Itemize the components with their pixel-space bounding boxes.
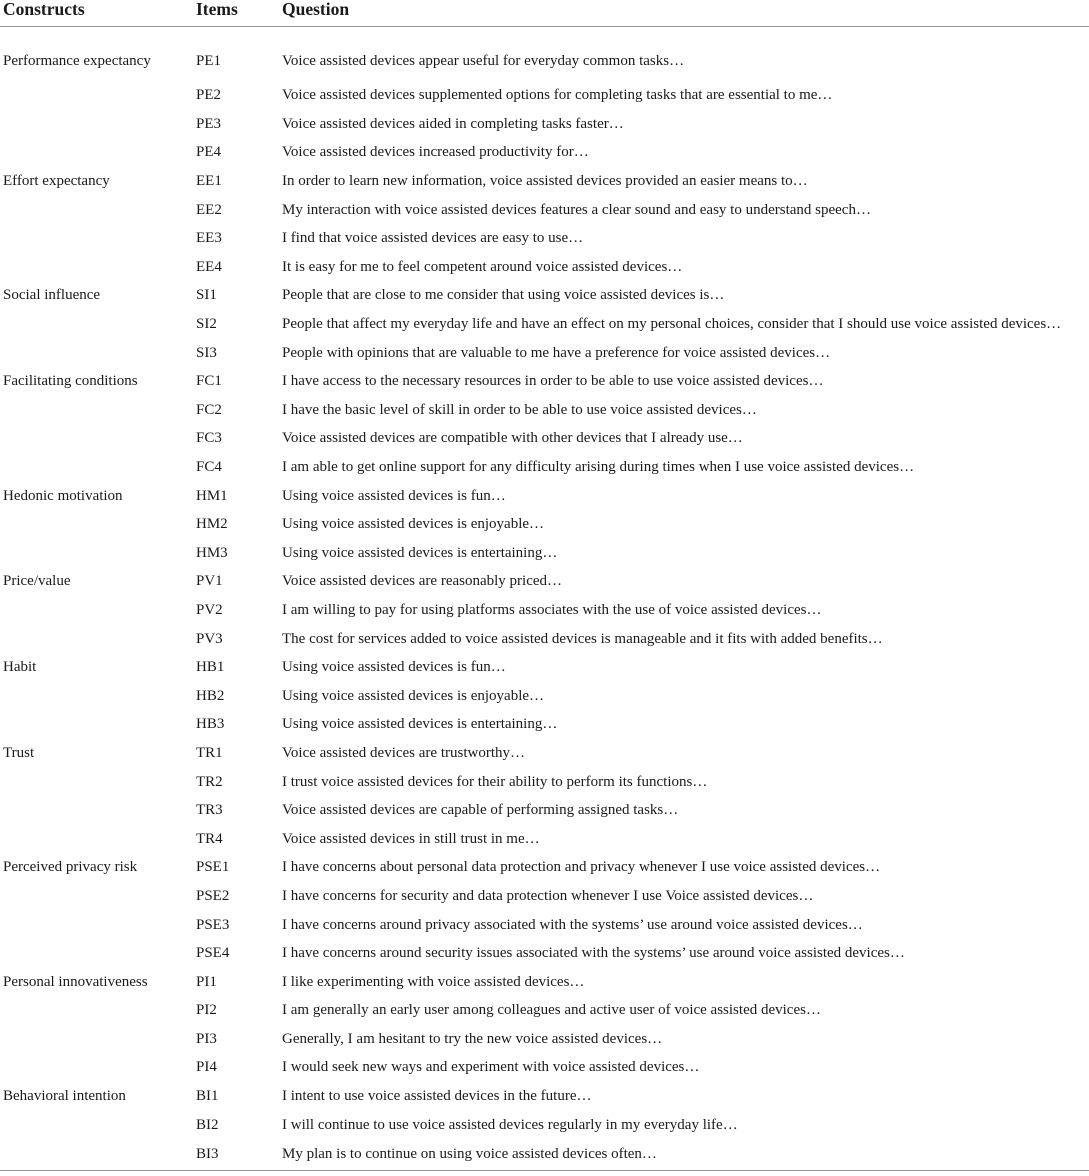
construct-cell [0, 453, 193, 482]
question-cell: People that are close to me consider that using voice assisted devices is… [282, 287, 725, 304]
question-cell: Voice assisted devices are compatible with other devices that I already use… [282, 430, 743, 447]
question-cell: I am generally an early user among colleagues and active user of voice assisted devices… [282, 1002, 821, 1019]
question-cell: Generally, I am hesitant to try the new voice assisted devices… [282, 1030, 663, 1047]
table-row [0, 253, 1089, 282]
table-row [0, 539, 1089, 568]
construct-cell [0, 681, 193, 710]
table-row [0, 596, 1089, 625]
table-row [0, 195, 1089, 224]
item-cell: FC3 [196, 430, 222, 447]
table-row [0, 138, 1089, 167]
item-cell: HM3 [196, 544, 228, 561]
question-cell: Voice assisted devices increased productivity for… [282, 144, 589, 161]
construct-cell [0, 882, 193, 911]
question-cell: In order to learn new information, voice assisted devices provided an easier means to… [282, 173, 808, 190]
table-row [0, 510, 1089, 539]
construct-cell: Behavioral intention [3, 1088, 126, 1105]
construct-cell: Price/value [3, 573, 71, 590]
question-cell: Using voice assisted devices is fun… [282, 659, 506, 676]
item-cell: BI1 [196, 1088, 219, 1105]
table-row [0, 910, 1089, 939]
table-row [0, 81, 1089, 110]
question-cell: My interaction with voice assisted devices features a clear sound and easy to understand speech… [282, 201, 871, 218]
construct-cell [0, 338, 193, 367]
question-cell: It is easy for me to feel competent around voice assisted devices… [282, 258, 683, 275]
table-row [0, 453, 1089, 482]
construct-cell [0, 996, 193, 1025]
question-cell: Voice assisted devices supplemented options for completing tasks that are essential to me… [282, 87, 833, 104]
table-row [0, 110, 1089, 139]
header-constructs: Constructs [0, 0, 193, 27]
construct-cell [0, 539, 193, 568]
construct-cell [0, 1053, 193, 1082]
table-row [0, 1082, 1089, 1111]
item-cell: FC2 [196, 401, 222, 418]
question-cell: I have access to the necessary resources in order to be able to use voice assisted devices… [282, 373, 824, 390]
question-cell: I trust voice assisted devices for their ability to perform its functions… [282, 773, 708, 790]
construct-cell [0, 424, 193, 453]
item-cell: FC4 [196, 459, 222, 476]
table-row [0, 224, 1089, 253]
table-body [0, 27, 1089, 1171]
table-row [0, 1025, 1089, 1054]
construct-cell: Performance expectancy [3, 52, 151, 69]
item-cell: PSE4 [196, 945, 230, 962]
question-cell: The cost for services added to voice assisted devices is manageable and it fits with added benefits… [282, 630, 883, 647]
construct-cell: Habit [3, 659, 37, 676]
question-cell: People with opinions that are valuable to me have a preference for voice assisted devices… [282, 344, 831, 361]
item-cell: TR3 [196, 802, 223, 819]
construct-cell [0, 110, 193, 139]
question-cell: Using voice assisted devices is enjoyable… [282, 687, 545, 704]
table-row [0, 767, 1089, 796]
table-row [0, 1053, 1089, 1082]
item-cell: PSE2 [196, 887, 230, 904]
table-row [0, 939, 1089, 968]
item-cell: SI1 [196, 287, 217, 304]
construct-cell: Social influence [3, 287, 101, 304]
construct-cell [0, 624, 193, 653]
construct-cell: Personal innovativeness [3, 973, 148, 990]
construct-cell [0, 796, 193, 825]
question-cell: Voice assisted devices in still trust in me… [282, 830, 540, 847]
table-row [0, 1110, 1089, 1139]
construct-cell: Hedonic motivation [3, 487, 123, 504]
item-cell: BI2 [196, 1116, 219, 1133]
item-cell: EE1 [196, 173, 222, 190]
question-cell: I would seek new ways and experiment with voice assisted devices… [282, 1059, 700, 1076]
question-cell: I will continue to use voice assisted devices regularly in my everyday life… [282, 1116, 738, 1133]
construct-cell [0, 81, 193, 110]
construct-cell: Perceived privacy risk [3, 859, 138, 876]
question-cell: I have concerns about personal data protection and privacy whenever I use voice assisted devices… [282, 859, 881, 876]
question-cell: Using voice assisted devices is entertaining… [282, 716, 558, 733]
table-row [0, 567, 1089, 596]
question-cell: Using voice assisted devices is fun… [282, 487, 506, 504]
item-cell: PV1 [196, 573, 223, 590]
construct-cell [0, 510, 193, 539]
construct-cell: Effort expectancy [3, 173, 110, 190]
table-row [0, 739, 1089, 768]
question-cell: I intent to use voice assisted devices in the future… [282, 1088, 592, 1105]
table-row [0, 367, 1089, 396]
question-cell: I am able to get online support for any difficulty arising during times when I use voice assisted devices… [282, 459, 915, 476]
table-row [0, 481, 1089, 510]
item-cell: BI3 [193, 1139, 279, 1171]
table-row [0, 338, 1089, 367]
item-cell: HB3 [196, 716, 225, 733]
item-cell: TR4 [196, 830, 223, 847]
item-cell: PE3 [196, 115, 222, 132]
item-cell: EE4 [196, 258, 222, 275]
question-cell: I find that voice assisted devices are easy to use… [282, 230, 584, 247]
item-cell: PSE1 [196, 859, 230, 876]
table-row [0, 1139, 1089, 1171]
item-cell: SI2 [196, 316, 217, 333]
construct-cell: Trust [3, 744, 35, 761]
table-row [0, 681, 1089, 710]
question-cell: Voice assisted devices are capable of performing assigned tasks… [282, 802, 679, 819]
construct-cell [0, 310, 193, 339]
construct-cell [0, 396, 193, 425]
construct-cell [0, 767, 193, 796]
item-cell: PI1 [196, 973, 217, 990]
item-cell: PI4 [196, 1059, 217, 1076]
table-row [0, 624, 1089, 653]
question-cell: I am willing to pay for using platforms associates with the use of voice assisted devices… [282, 601, 822, 618]
table-row [0, 167, 1089, 196]
question-cell: Voice assisted devices aided in completing tasks faster… [282, 115, 624, 132]
item-cell: PE1 [196, 52, 222, 69]
construct-cell [0, 195, 193, 224]
construct-cell [0, 910, 193, 939]
item-cell: PE2 [196, 87, 222, 104]
table-row [0, 996, 1089, 1025]
item-cell: PV3 [196, 630, 223, 647]
table-row [0, 796, 1089, 825]
question-cell: I like experimenting with voice assisted devices… [282, 973, 585, 990]
header-question: Question [279, 0, 1089, 27]
question-cell: Voice assisted devices appear useful for everyday common tasks… [282, 52, 685, 69]
question-cell: I have concerns around privacy associated with the systems’ use around voice assisted devices… [282, 916, 863, 933]
construct-cell [0, 824, 193, 853]
item-cell: TR1 [196, 744, 223, 761]
question-cell: Using voice assisted devices is entertaining… [282, 544, 558, 561]
construct-cell [0, 1139, 193, 1171]
item-cell: FC1 [196, 373, 222, 390]
question-cell: I have the basic level of skill in order to be able to use voice assisted devices… [282, 401, 757, 418]
question-cell: Using voice assisted devices is enjoyable… [282, 516, 545, 533]
construct-cell: Facilitating conditions [3, 373, 138, 390]
question-cell: I have concerns for security and data protection whenever I use Voice assisted devices… [282, 887, 814, 904]
question-cell: Voice assisted devices are trustworthy… [282, 744, 525, 761]
table-header-row [0, 0, 1089, 27]
construct-cell [0, 710, 193, 739]
item-cell: EE3 [196, 230, 222, 247]
item-cell: PSE3 [196, 916, 230, 933]
table-row [0, 710, 1089, 739]
table-row [0, 424, 1089, 453]
item-cell: HB2 [196, 687, 225, 704]
table-row [0, 653, 1089, 682]
table-row [0, 853, 1089, 882]
table-row [0, 396, 1089, 425]
construct-cell [0, 224, 193, 253]
construct-cell [0, 1025, 193, 1054]
item-cell: SI3 [196, 344, 217, 361]
item-cell: PI3 [196, 1030, 217, 1047]
question-cell: Voice assisted devices are reasonably priced… [282, 573, 563, 590]
table-row [0, 310, 1089, 339]
question-cell: My plan is to continue on using voice assisted devices often… [279, 1139, 1089, 1171]
header-items: Items [193, 0, 279, 27]
question-cell: I have concerns around security issues associated with the systems’ use around voice assisted devices… [282, 945, 905, 962]
table-row [0, 281, 1089, 310]
table-row [0, 824, 1089, 853]
item-cell: EE2 [196, 201, 222, 218]
item-cell: HM1 [196, 487, 228, 504]
item-cell: PE4 [196, 144, 222, 161]
construct-cell [0, 596, 193, 625]
question-cell: People that affect my everyday life and have an effect on my personal choices, consider that I should use voice assisted devices… [282, 316, 1062, 333]
table-row [0, 882, 1089, 911]
item-cell: HB1 [196, 659, 225, 676]
item-cell: PV2 [196, 601, 223, 618]
construct-cell [0, 138, 193, 167]
construct-cell [0, 1110, 193, 1139]
item-cell: HM2 [196, 516, 228, 533]
table-row [0, 967, 1089, 996]
item-cell: TR2 [196, 773, 223, 790]
item-cell: PI2 [196, 1002, 217, 1019]
construct-cell [0, 253, 193, 282]
construct-cell [0, 939, 193, 968]
table-row [0, 27, 1089, 82]
